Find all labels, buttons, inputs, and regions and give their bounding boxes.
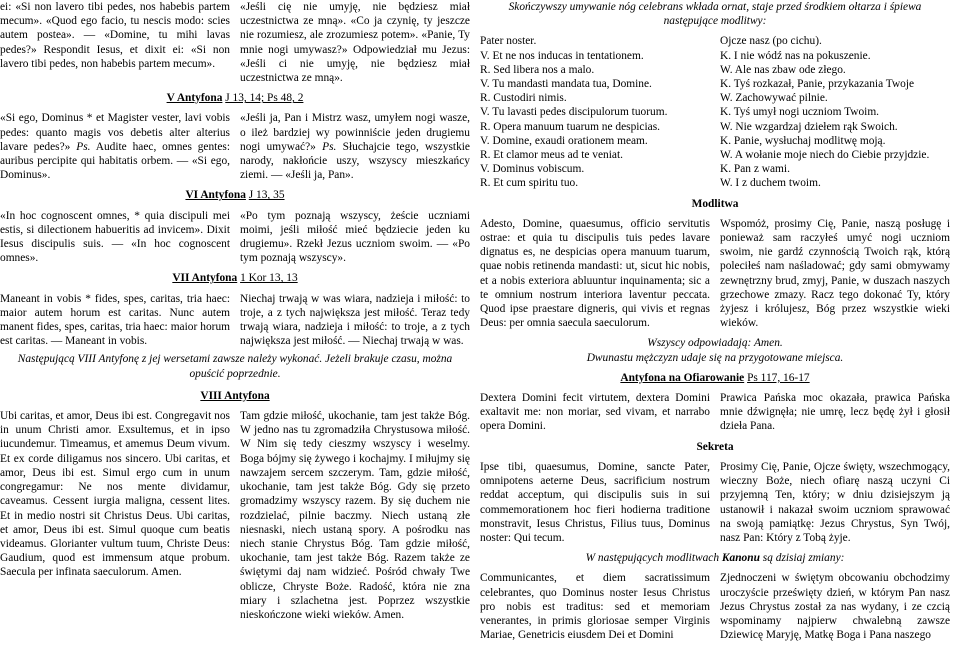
- versicle-line: R. Et cum spiritu tuo.: [480, 177, 579, 190]
- versicle-line: K. Panie, wysłuchaj modlitwę moją.: [720, 134, 886, 147]
- right-column: [480, 0, 950, 652]
- versicles: [480, 34, 950, 190]
- antiphon-8: [0, 409, 470, 622]
- polish-text: Niechaj trwają w was wiara, nadzieja i miłość: to troje, a z tych największa jest miłość. Teraz tedy trwają wiara, nadzieja i miłość: to troje, a z tych największa jest miłość. — Niechaj trwają w was.: [240, 292, 470, 348]
- versicle-line: K. I nie wódź nas na pokuszenie.: [720, 49, 871, 62]
- heading-reference: J 13, 14; Ps 48, 2: [225, 92, 304, 105]
- versicle-line: W. Zachowywać pilnie.: [720, 92, 828, 105]
- polish-psalm: Słuchajcie tego, wszystkie narody, nakłońcie uszy, wszyscy mieszkańcy ziemi. — «Jeśli ja, Pan».: [240, 140, 470, 182]
- versicle-line: R. Et clamor meus ad te veniat.: [480, 149, 623, 162]
- rubric-note: Następującą VIII Antyfonę z jej wersetami zawsze należy wykonać. Jeżeli brakuje czasu, można opuścić poprzednie.: [17, 353, 453, 380]
- psalm-marker: Ps.: [322, 140, 337, 153]
- versicle-line: Pater noster.: [480, 35, 537, 48]
- versicle-line: W. Ale nas zbaw ode złego.: [720, 63, 846, 76]
- polish-text: Wspomóż, prosimy Cię, Panie, naszą posługę i ponieważ sam raczyłeś umyć nogi uczniom swoim, nie gardź czynnością Twoich rąk, którą poleciłeś nam naśladować; gdy sami obmywamy zewnętrzny brud, zmyj, Panie, w duszach naszych grzechowe zmazy. Racz tego dokonać Ty, który żyjesz i królujesz, Bóg przez wszystkie wieki wieków.: [720, 217, 950, 330]
- versicle-line: R. Custodiri nimis.: [480, 92, 567, 105]
- heading-label: Antyfona na Ofiarowanie: [620, 371, 745, 384]
- versicle-line: R. Opera manuum tuarum ne despicias.: [480, 120, 660, 133]
- antiphon-8-heading: [0, 389, 470, 403]
- polish-text: «Po tym poznają wszyscy, żeście uczniami moimi, jeśli miłość mieć będziecie jeden ku drugiemu». Rzekł Jezus uczniom swoim. — «Po tym poznają wszyscy».: [240, 209, 470, 265]
- antiphon-5: [0, 111, 470, 182]
- latin-text: Adesto, Domine, quaesumus, officio servitutis ostrae: et quia tu discipulis tuis pedes lavare dignatus es, ne despicias opera manuum tuarum, quae nobis retinenda mandasti: ut, sicut hic nobis, et a nobis exteriora abluuntur inquinamenta; sic a te omnium nostrum interiora laventur peccata. Quod ipse praestare digneris, qui vivis et regnas Deus: per omnia saecula saeculorum.: [480, 217, 710, 330]
- latin-antiphon: «Si ego, Dominus * et Magister vester, lavi vobis pedes: quanto magis vos debetis alter alterius lavare pedes?»: [0, 112, 230, 153]
- latin-text: Ubi caritas, et amor, Deus ibi est. Congregavit nos in unum Christi amor. Exsultemus, et in ipso iucundemur. Timeamus, et amemus Deum vivum. Et ex corde diligamus nos sincero. Ubi caritas, et amor, Deus ibi est. Simul ergo cum in unum congregamur: Ne nos mente dividamur, caveamus. Cessent iurgia maligna, cessent lites. Et in medio nostri sit Christus Deus. Ubi caritas, et amor, Deus ibi est. Simul quoque cum beatis videamus. Glorianter vultum tuum, Christe Deus: Gaudium, quod est immensum atque probum. Saecula per infinata saeculorum. Amen.: [0, 410, 230, 579]
- versicle-line: V. Tu lavasti pedes discipulorum tuorum.: [480, 106, 668, 119]
- heading-label: VI Antyfona: [185, 189, 246, 202]
- antiphon-5-heading: [0, 91, 470, 105]
- versicle-line: V. Et ne nos inducas in tentationem.: [480, 49, 644, 62]
- rubric-canon-pre: W następujących modlitwach: [585, 552, 720, 565]
- psalm-marker: Ps.: [76, 140, 91, 153]
- antiphon-6-heading: [0, 188, 470, 202]
- rubric-canon: [480, 551, 950, 565]
- polish-text: «Jeśli cię nie umyję, nie będziesz miał uczestnictwa ze mną». «Co ja czynię, ty jeszcze nie rozumiesz, ale zrozumiesz potem». «Panie, Ty mnie nogi umywasz?» Odpowiedział mu Jezus: «Jeśli ci nie umyję, nie będziesz miał uczestnictwa ze mną».: [240, 1, 470, 85]
- versicle-line: W. Nie wzgardzaj dziełem rąk Swoich.: [720, 120, 898, 133]
- polish-text: Zjednoczeni w świętym obcowaniu obchodzimy uroczyście prześwięty dzień, w którym Pan nasz Jezus Chrystus został za nas wydany, i ze czcią wspominamy najpierw chwalebną zawsze Dziewicę Maryję, Matkę Boga i Pana naszego: [720, 572, 950, 642]
- rubric-intro: Skończywszy umywanie nóg celebrans wkłada ornat, staje przed środkiem ołtarza i śpiewa następujące modlitwy:: [508, 1, 922, 28]
- antiphon-4-continuation: [0, 0, 470, 85]
- rubric-twelve-men: Dwunastu mężczyzn udaje się na przygotowane miejsca.: [586, 351, 844, 364]
- versicle-line: R. Sed libera nos a malo.: [480, 63, 595, 76]
- polish-text: Prosimy Cię, Panie, Ojcze święty, wszechmogący, wieczny Boże, niech ofiarę naszą uczyni Ci przyjemną Ten, który; w dniu dzisiejszym ją ustanowił i nakazał swoim uczniom sprawować na swoją pamiątkę: Jezus Chrystus, Syn Twój, nasz Pan: Który z Tobą żyje.: [720, 460, 950, 544]
- modlitwa-prayer: [480, 217, 950, 331]
- antiphon-7-heading: [0, 271, 470, 285]
- heading-reference: J 13, 35: [248, 189, 285, 202]
- polish-antiphon: «Jeśli ja, Pan i Mistrz wasz, umyłem nogi wasze, o ileż bardziej wy powinniście jeden drugiemu nogi umywać?»: [240, 112, 470, 153]
- versicles-latin: [480, 34, 710, 190]
- latin-text: Maneant in vobis * fides, spes, caritas, tria haec: maior autem horum est caritas. Nunc autem manent fides, spes, caritas, tria haec: maior horum est caritas. — Maneant in vobis.: [0, 292, 230, 348]
- polish-text: Prawica Pańska moc okazała, prawica Pańska mnie dźwignęła; nie umrę, lecz będę żył i głosił dzieła Pana.: [720, 392, 950, 433]
- antiphon-6: [0, 209, 470, 266]
- latin-text: «In hoc cognoscent omnes, * quia discipuli mei estis, si dilectionem habueritis ad invicem». Dixit Iesus discipulis suis. — «In hoc cognoscent omnes».: [0, 209, 230, 265]
- polish-text: [240, 111, 470, 182]
- offertory-antiphon: [480, 391, 950, 434]
- latin-text: Ipse tibi, quaesumus, Domine, sancte Pater, omnipotens aeterne Deus, sacrificium nostrum reddat acceptum, qui discipulis suis in sui commemorationem hoc fieri hodierna traditione monstravit, Iesus Christus, Filius tuus, Dominus noster: Qui tecum.: [480, 460, 710, 544]
- versicle-line: Ojcze nasz (po cichu).: [720, 35, 822, 48]
- latin-text: [0, 111, 230, 182]
- rubric-canon-bold: Kanonu: [721, 552, 760, 565]
- heading-reference: 1 Kor 13, 13: [240, 272, 298, 285]
- communicantes: [480, 571, 950, 642]
- latin-text: Communicantes, et diem sacratissimum celebrantes, quo Dominus noster Iesus Christus pro nobis est traditus: sed et memoriam venerantes, in primis gloriosae semper Virginis Mariae, Genetricis eiusdem Dei et Domini: [480, 572, 710, 642]
- heading-label: VIII Antyfona: [200, 389, 270, 402]
- latin-text: ei: «Si non lavero tibi pedes, nos habebis partem mecum». «Quod ego facio, tu nescis modo: scies autem postea». — «Domine, tu mihi lavas pedes?» Respondit Iesus, et dixit ei: «Si non lavero tibi pedes, non habebis partem mecum».: [0, 1, 230, 70]
- left-column: [0, 0, 470, 652]
- rubric-canon-post: są dzisiaj zmiany:: [762, 552, 845, 565]
- secret-prayer: [480, 460, 950, 545]
- versicle-line: V. Domine, exaudi orationem meam.: [480, 134, 648, 147]
- latin-text: Dextera Domini fecit virtutem, dextera Domini exaltavit me: non moriar, sed vivam, et narrabo opera Domini.: [480, 392, 710, 433]
- modlitwa-heading: Modlitwa: [691, 197, 739, 210]
- versicle-line: W. A wołanie moje niech do Ciebie przyjdzie.: [720, 149, 930, 162]
- secret-heading: Sekreta: [696, 440, 734, 453]
- versicle-line: K. Pan z wami.: [720, 163, 790, 176]
- heading-label: V Antyfona: [166, 92, 223, 105]
- versicles-polish: [720, 34, 950, 190]
- versicle-line: W. I z duchem twoim.: [720, 177, 821, 190]
- antiphon-7: [0, 292, 470, 349]
- versicle-line: K. Tyś umył nogi uczniom Twoim.: [720, 106, 880, 119]
- versicle-line: K. Tyś rozkazał, Panie, przykazania Twoje: [720, 78, 915, 91]
- polish-text: Tam gdzie miłość, ukochanie, tam jest także Bóg. W jedno nas tu zgromadziła Chrystusowa miłość. W Nim się tedy cieszmy wszyscy i weselmy. Boga bójmy się żywego i kochajmy. I miłujmy się nawzajem sercem szczerym. Tam, gdzie miłość, ukochanie, tam jest także Bóg. Gdy się przeto gromadzimy wszyscy razem. By się duchem nie rozdzielać, pilnie baczmy. Niech ustaną złe niesnaski, niech ustaną spory. A pośrodku nas niech stanie Chrystus Bóg. Tam gdzie miłość, ukochanie, tam jest także Bóg. Razem także ze świętymi daj nam widzieć. Pośród chwały Twe oblicze, Chryste Boże. Radość, która nie zna miary i szlachetna jest. Poprzez wszystkie nieskończone wieki wieków. Amen.: [240, 410, 470, 621]
- versicle-line: V. Dominus vobiscum.: [480, 163, 585, 176]
- offertory-heading: [480, 371, 950, 385]
- heading-reference: Ps 117, 16-17: [747, 371, 810, 384]
- heading-label: VII Antyfona: [172, 272, 238, 285]
- versicle-line: V. Tu mandasti mandata tua, Domine.: [480, 78, 652, 91]
- rubric-amen: Wszyscy odpowiadają: Amen.: [647, 337, 783, 350]
- latin-psalm: Audite haec, omnes gentes: auribus percipite qui habitatis orbem. — «Si ego, Dominus».: [0, 140, 231, 182]
